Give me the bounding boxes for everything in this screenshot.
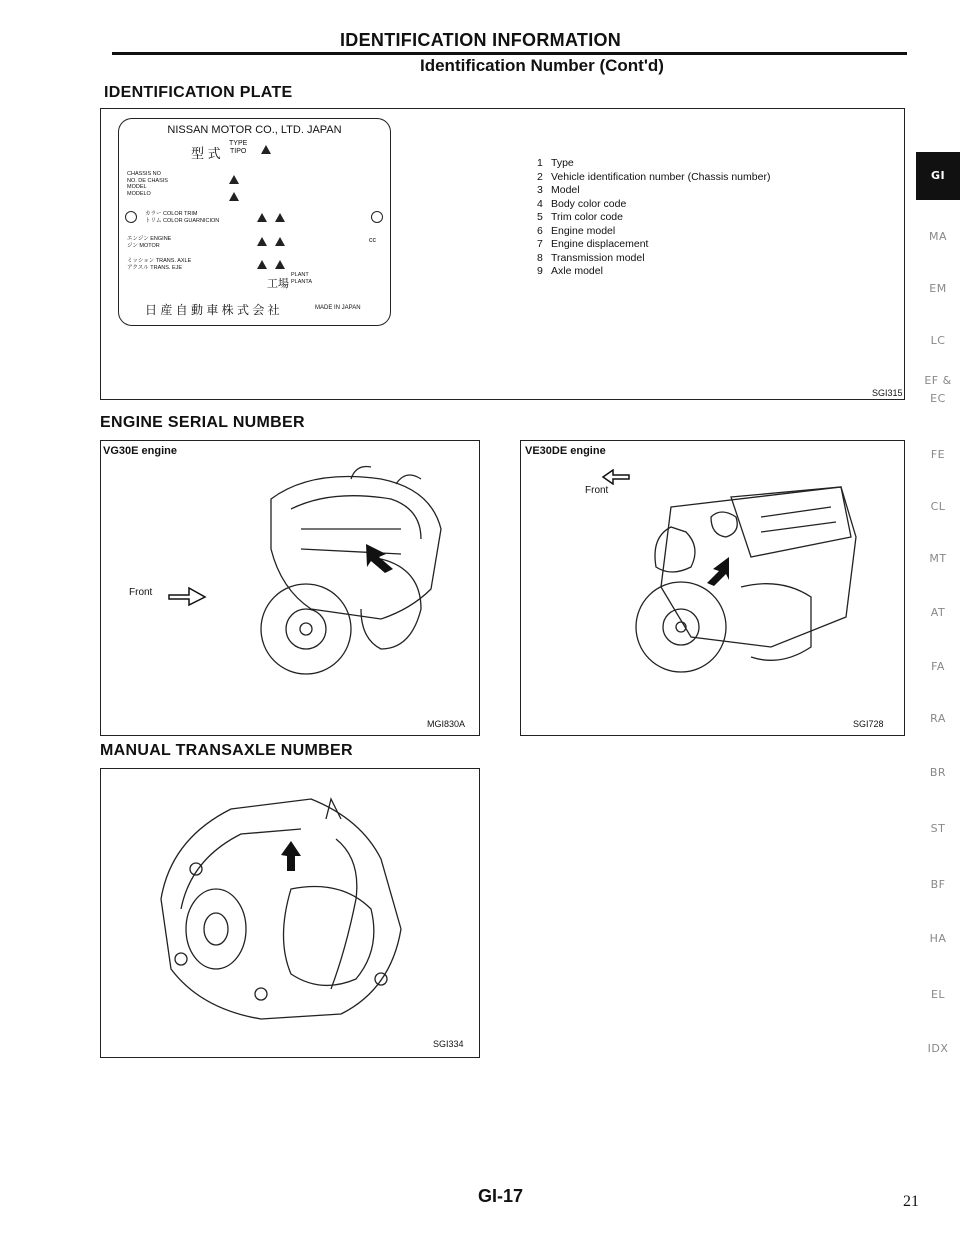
plate-line: PLANTA [291, 278, 312, 285]
plate-line: NO. DE CHASIS [127, 177, 168, 184]
plate-footer-kanji: 日 産 自 動 車 株 式 会 社 [145, 303, 280, 317]
triangle-7-icon [275, 237, 285, 246]
rivet-icon [371, 211, 383, 223]
plate-plant-kanji: 工場 [267, 278, 289, 290]
triangle-3-icon [229, 192, 239, 201]
vg30e-figure [100, 440, 480, 736]
transaxle-illustration [141, 779, 441, 1039]
triangle-9-icon [275, 260, 285, 269]
side-tab-ef[interactable]: EF & [924, 374, 952, 387]
plate-type-labels [229, 140, 247, 156]
figure-id: SGI334 [433, 1039, 464, 1049]
triangle-4-icon [257, 213, 267, 222]
side-tab-idx[interactable]: IDX [927, 1042, 949, 1055]
side-tab-br[interactable]: BR [929, 766, 947, 779]
side-tab-lc[interactable]: LC [930, 334, 946, 347]
figure-id: SGI728 [853, 719, 884, 729]
side-tab-fa[interactable]: FA [931, 660, 945, 673]
legend-item: 9 Axle model [537, 265, 603, 277]
ve30de-figure [520, 440, 905, 736]
plate-line: エンジン ENGINE [127, 236, 172, 242]
triangle-5-icon [275, 213, 285, 222]
legend-item: 3 Model [537, 184, 580, 196]
warning-triangle-icon [261, 145, 271, 154]
plate-cc: cc [369, 237, 376, 244]
plate-engine-block [127, 236, 171, 249]
side-tab-gi[interactable]: GI [916, 152, 960, 200]
legend-item: 2 Vehicle identification number (Chassis number) [537, 170, 771, 183]
engine-illustration [611, 477, 871, 697]
figure-id: SGI315 [872, 388, 903, 398]
plate-maker: NISSAN MOTOR CO., LTD. JAPAN [167, 124, 342, 136]
rivet-icon [125, 211, 137, 223]
plate-line: ミッション TRANS. AXLE [127, 258, 192, 264]
page-subtitle: Identification Number (Cont'd) [420, 56, 664, 75]
side-tab-ra[interactable]: RA [930, 712, 946, 725]
plate-legend [537, 157, 770, 279]
triangle-6-icon [257, 237, 267, 246]
side-tab-ha[interactable]: HA [929, 932, 947, 945]
side-tab-em[interactable]: EM [929, 282, 947, 295]
engine-label: VE30DE engine [525, 445, 606, 457]
plate-line: PLANT [291, 272, 309, 278]
legend-item: 1 Type [537, 157, 574, 169]
transaxle-heading: MANUAL TRANSAXLE NUMBER [100, 742, 353, 759]
plate-color-block [145, 211, 219, 224]
plate-line: MODELO [127, 190, 151, 197]
legend-item: 4 Body color code [537, 197, 627, 210]
plate-chassis-block [127, 171, 168, 197]
side-tab-el[interactable]: EL [930, 988, 946, 1001]
plate-line: MODEL [127, 184, 147, 190]
plate-trans-block [127, 258, 191, 271]
triangle-8-icon [257, 260, 267, 269]
legend-item: 7 Engine displacement [537, 238, 649, 250]
side-tab-bf[interactable]: BF [930, 878, 946, 891]
page-title: IDENTIFICATION INFORMATION [340, 30, 622, 50]
plate-line: カラー COLOR TRIM [145, 211, 198, 217]
side-tab-st[interactable]: ST [930, 822, 946, 835]
plate-tipo-label: TIPO [229, 148, 247, 155]
side-tab-at[interactable]: AT [930, 606, 946, 619]
plate-type-label: TYPE [229, 140, 248, 147]
side-tab-ec[interactable]: EC [930, 392, 946, 405]
identification-plate [118, 118, 391, 326]
side-tab-ma[interactable]: MA [928, 230, 947, 243]
legend-item: 8 Transmission model [537, 251, 645, 264]
page-index: 21 [903, 1193, 919, 1210]
plate-type-kanji: 型 式 [191, 146, 221, 161]
front-label: Front [129, 587, 153, 598]
plate-line: CHASSIS NO [127, 171, 161, 177]
transaxle-figure [100, 768, 480, 1058]
plate-line: トリム COLOR GUARNICION [145, 217, 220, 224]
legend-item: 6 Engine model [537, 224, 616, 237]
front-arrow-icon [167, 585, 207, 607]
plate-heading: IDENTIFICATION PLATE [104, 84, 293, 101]
figure-id: MGI830A [427, 719, 466, 729]
engine-illustration [231, 459, 471, 679]
plate-line: ジン MOTOR [127, 242, 160, 249]
legend-item: 5 Trim color code [537, 211, 623, 223]
header-rule [112, 52, 907, 55]
side-tab-mt[interactable]: MT [929, 552, 947, 565]
plate-line: アクスル TRANS. EJE [127, 264, 183, 271]
plate-plant-block [291, 272, 312, 285]
page-number: GI-17 [478, 1186, 524, 1206]
side-tab-cl[interactable]: CL [930, 500, 946, 513]
front-label: Front [585, 485, 609, 496]
engine-label: VG30E engine [103, 445, 177, 457]
triangle-2-icon [229, 175, 239, 184]
plate-made-in: MADE IN JAPAN [315, 305, 361, 311]
engine-heading: ENGINE SERIAL NUMBER [100, 414, 305, 431]
side-tab-fe[interactable]: FE [930, 448, 946, 461]
